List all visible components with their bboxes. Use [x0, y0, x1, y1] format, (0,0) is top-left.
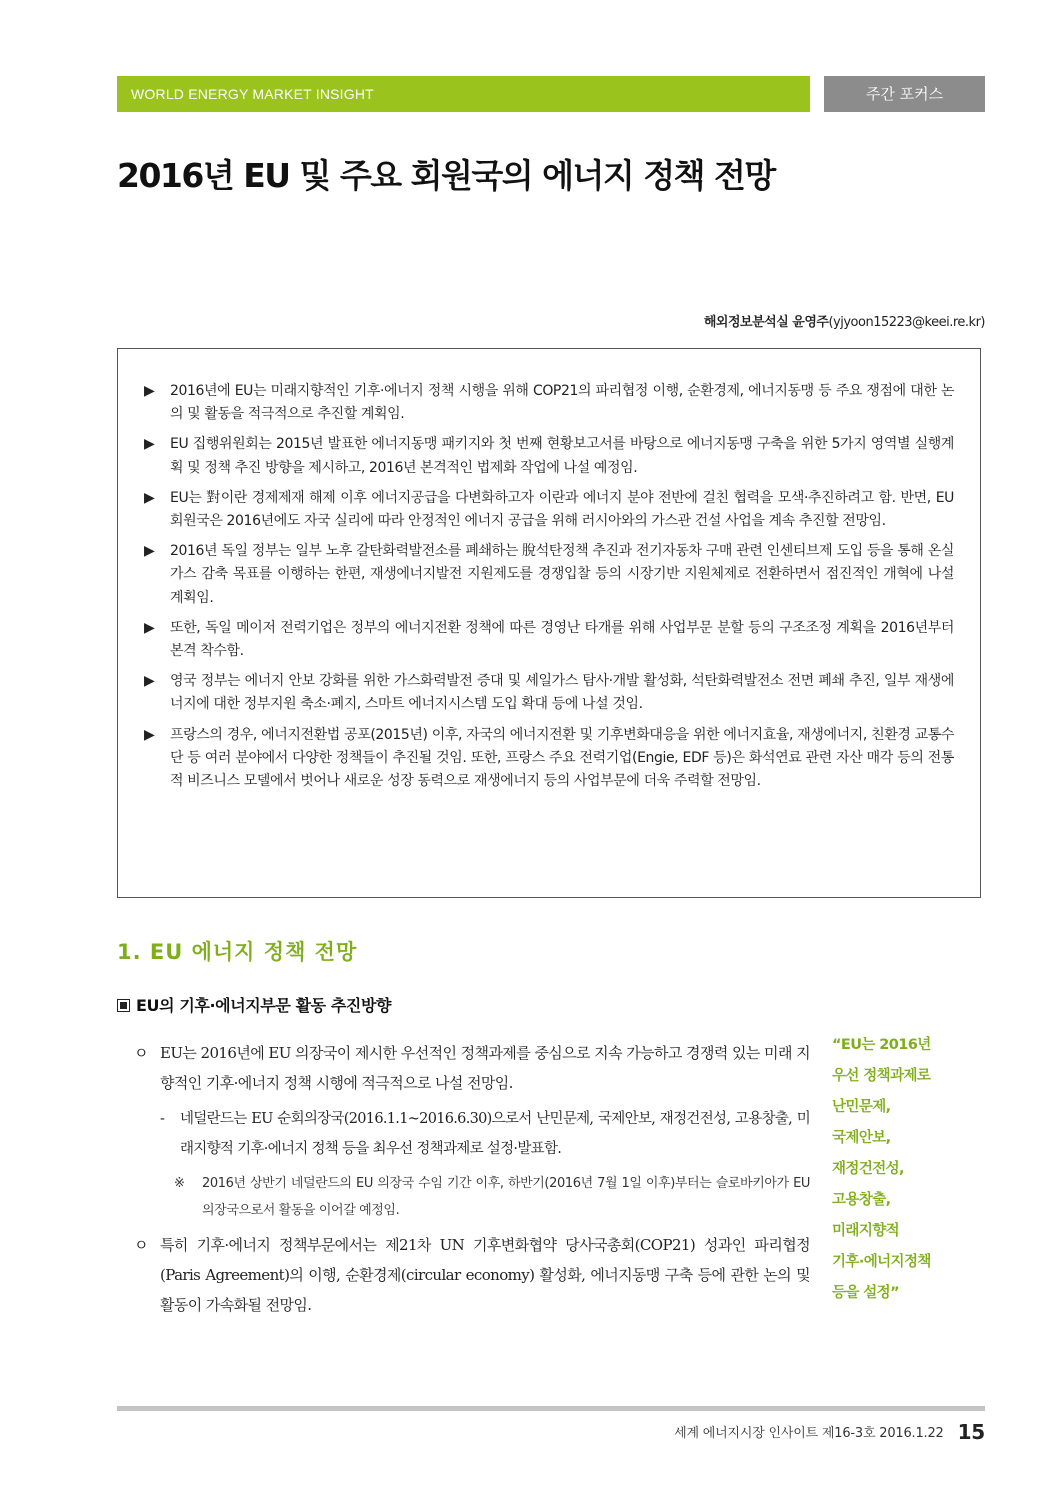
subsection-heading-text: EU의 기후·에너지부문 활동 추진방향 — [136, 996, 392, 1015]
publication-name: 세계 에너지시장 인사이트 — [674, 1426, 818, 1441]
body-column — [134, 1038, 810, 1326]
pull-quote-line: 고용창출, — [832, 1192, 891, 1208]
summary-item-text: EU는 對이란 경제제재 해제 이후 에너지공급을 다변화하고자 이란과 에너지 분야 전반에 걸친 협력을 모색·추진하려고 함. 반면, EU 회원국은 2016년에도 자국 실리에 따라 안정적인 에너지 공급을 위해 러시아와의 가스관 건설 사업을 계속 추진할 전망임. — [170, 489, 954, 530]
pull-quote-line: 등을 설정” — [832, 1285, 900, 1301]
summary-item-text: 2016년에 EU는 미래지향적인 기후·에너지 정책 시행을 위해 COP21의 파리협정 이행, 순환경제, 에너지동맹 등 주요 쟁점에 대한 논의 및 활동을 적극적으로 추진할 계획임. — [170, 383, 954, 423]
summary-item-text: 또한, 독일 메이저 전력기업은 정부의 에너지전환 정책에 따른 경영난 타개를 위해 사업부문 분할 등의 구조조정 계획을 2016년부터 본격 착수함. — [170, 619, 954, 660]
triangle-bullet-icon: ▶ — [144, 673, 155, 690]
summary-item-text: 프랑스의 경우, 에너지전환법 공포(2015년) 이후, 자국의 에너지전환 및 기후변화대응을 위한 에너지효율, 재생에너지, 친환경 교통수단 등 여러 분야에서 다양한 정책들이 추진될 것임. 또한, 프랑스 주요 전력기업(Engie, EDF 등)은 화석연료 관련 자산 매각 등의 전통적 비즈니스 모델에서 벗어나 새로운 성장 동력으로 재생에너지 등의 사업부문에 더욱 주력할 전망임. — [170, 726, 954, 790]
summary-item — [144, 670, 954, 716]
summary-item-text: 영국 정부는 에너지 안보 강화를 위한 가스화력발전 증대 및 셰일가스 탐사·개발 활성화, 석탄화력발전소 전면 폐쇄 추진, 일부 재생에너지에 대한 정부지원 축소·폐지, 스마트 에너지시스템 도입 확대 등에 나설 것임. — [170, 673, 954, 713]
page-title: 2016년 EU 및 주요 회원국의 에너지 정책 전망 — [117, 156, 775, 195]
section-tag — [824, 76, 985, 112]
circle-bullet-icon: ㅇ — [134, 1044, 148, 1062]
page-footer — [674, 1420, 985, 1444]
triangle-bullet-icon: ▶ — [144, 726, 155, 743]
footnote — [174, 1170, 810, 1224]
summary-item — [144, 617, 954, 663]
triangle-bullet-icon: ▶ — [144, 489, 155, 506]
pull-quote-line: “EU는 2016년 — [832, 1037, 931, 1053]
reference-mark-icon: ※ — [174, 1176, 185, 1191]
filled-square-icon — [117, 999, 130, 1012]
header-brand-bar — [117, 76, 810, 112]
author-line — [704, 311, 985, 330]
pull-quote-line: 재정건전성, — [832, 1161, 904, 1177]
body-paragraph — [134, 1230, 810, 1320]
author-dept-name: 해외정보분석실 윤영주 — [703, 315, 829, 330]
header-brand: WORLD ENERGY MARKET INSIGHT — [131, 86, 374, 102]
author-email: (yjyoon15223@keei.re.kr) — [828, 315, 985, 330]
triangle-bullet-icon: ▶ — [144, 383, 155, 399]
circle-bullet-icon: ㅇ — [134, 1236, 148, 1254]
section-tag-label: 주간 포커스 — [865, 85, 944, 103]
body-paragraph-text: 특히 기후·에너지 정책부문에서는 제21차 UN 기후변화협약 당사국총회(COP21) 성과인 파리협정(Paris Agreement)의 이행, 순환경제(circular economy) 활성화, 에너지동맹 구축 등에 관한 논의 및 활동이 가속화될 전망임. — [160, 1236, 810, 1314]
issue-info: 제16-3호 2016.1.22 — [821, 1426, 944, 1441]
summary-item — [144, 380, 954, 426]
footnote-text: 2016년 상반기 네덜란드의 EU 의장국 수임 기간 이후, 하반기(2016년 7월 1일 이후)부터는 슬로바키아가 EU 의장국으로서 활동을 이어갈 예정임. — [202, 1176, 810, 1218]
pull-quote-line: 우선 정책과제로 — [832, 1068, 931, 1084]
summary-item-text: EU 집행위원회는 2015년 발표한 에너지동맹 패키지와 첫 번째 현황보고서를 바탕으로 에너지동맹 구축을 위한 5가지 영역별 실행계획 및 정책 추진 방향을 제시하고, 2016년 본격적인 법제화 작업에 나설 예정임. — [170, 436, 954, 476]
sub-paragraph — [160, 1104, 810, 1164]
summary-item — [144, 487, 954, 533]
triangle-bullet-icon: ▶ — [144, 436, 155, 453]
body-paragraph-text: EU는 2016년에 EU 의장국이 제시한 우선적인 정책과제를 중심으로 지속 가능하고 경쟁력 있는 미래 지향적인 기후·에너지 정책 시행에 적극적으로 나설 전망임. — [160, 1044, 810, 1092]
body-paragraph — [134, 1038, 810, 1098]
pull-quote-line: 국제안보, — [832, 1130, 891, 1146]
summary-item — [144, 433, 954, 479]
dash-bullet-icon: - — [160, 1111, 165, 1127]
footer-divider — [117, 1406, 985, 1411]
pull-quote-line: 기후·에너지정책 — [832, 1254, 931, 1270]
summary-list — [144, 380, 954, 793]
subsection-heading — [117, 993, 391, 1016]
section-heading: 1. EU 에너지 정책 전망 — [117, 940, 358, 964]
summary-item-text: 2016년 독일 정부는 일부 노후 갈탄화력발전소를 폐쇄하는 脫석탄정책 추진과 전기자동차 구매 관련 인센티브제 도입 등을 통해 온실가스 감축 목표를 이행하는 한편, 재생에너지발전 지원제도를 경쟁입찰 등의 시장기반 지원체제로 전환하면서 점진적인 개혁에 나설 계획임. — [170, 543, 954, 606]
summary-box — [117, 348, 981, 898]
page-number: 15 — [957, 1420, 985, 1444]
triangle-bullet-icon: ▶ — [144, 543, 155, 560]
pull-quote-line: 난민문제, — [832, 1099, 891, 1115]
pull-quote — [832, 1030, 982, 1309]
summary-item — [144, 540, 954, 610]
pull-quote-line: 미래지향적 — [832, 1223, 900, 1239]
summary-item — [144, 724, 954, 794]
sub-paragraph-text: 네덜란드는 EU 순회의장국(2016.1.1~2016.6.30)으로서 난민문제, 국제안보, 재정건전성, 고용창출, 미래지향적 기후·에너지 정책 등을 최우선 정책과제로 설정·발표함. — [180, 1111, 810, 1157]
triangle-bullet-icon: ▶ — [144, 619, 155, 636]
